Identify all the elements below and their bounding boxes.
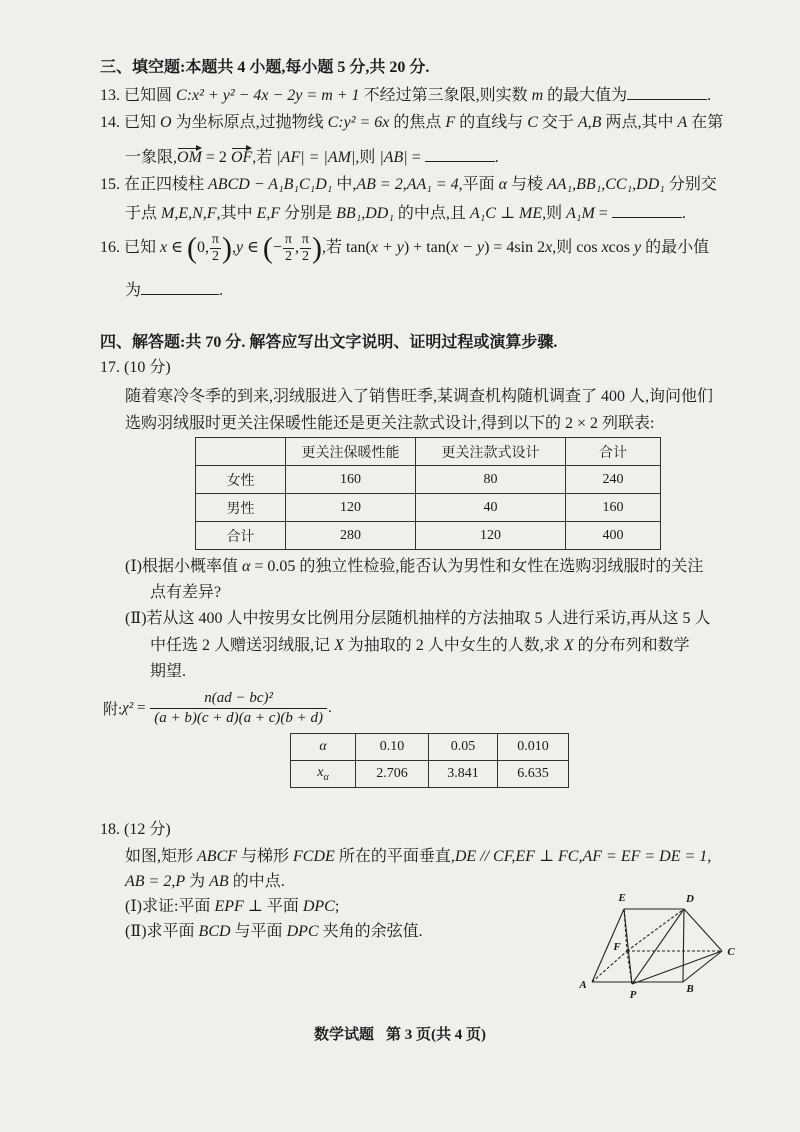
q16-func: ) + tan( [403, 239, 452, 256]
q14-text: = [407, 149, 425, 166]
q13-text: 不经过第三象限,则实数 [359, 87, 532, 104]
edge-a-f [592, 951, 627, 982]
point-label-p: P [629, 989, 637, 1001]
edge-p-c [632, 951, 722, 984]
q16-element-of: ∈ [243, 239, 263, 256]
q16-fraction-pi-over-2 [210, 232, 221, 265]
x-alpha-base: x [317, 765, 324, 781]
q15-math: A₁M [566, 205, 595, 222]
fraction-numerator: π [284, 231, 292, 247]
vector-of: OF [230, 149, 253, 166]
q15-math: A₁C ⊥ ME [469, 205, 543, 222]
fraction-numerator: π [211, 231, 219, 247]
q17-paragraph-line-2: 选购羽绒服时更关注保暖性能还是更关注款式设计,得到以下的 2 × 2 列联表: [125, 415, 655, 432]
q15-math: α [498, 176, 508, 193]
q16-right-paren: ) [221, 231, 232, 265]
q16-func: ) = 4sin 2 [484, 239, 546, 256]
q14-number: 14. [100, 114, 120, 131]
q18-math: BCD [198, 923, 231, 940]
q16-text: 已知 [120, 239, 161, 256]
edge-d-p [632, 909, 684, 984]
q15-line-2 [125, 203, 686, 224]
q18-text: 夹角的余弦值. [318, 923, 423, 940]
fraction-denominator: 2 [211, 248, 219, 264]
q15-answer-blank [612, 203, 682, 218]
q14-text: 两点,其中 [601, 114, 678, 131]
table-cell: 0.10 [356, 734, 429, 761]
q18-part-1 [125, 897, 339, 917]
q17-paragraph-line-1: 随着寒冷冬季的到来,羽绒服进入了销售旺季,某调查机构随机调查了 400 人,询问他们 [125, 388, 714, 405]
geometry-figure [570, 888, 745, 1003]
q14-math: C:y² = 6x [327, 114, 390, 131]
q16-minus: − [272, 239, 282, 256]
table-header-cell: 更关注保暖性能 [286, 438, 416, 466]
q14-text: 的直线与 [455, 114, 528, 131]
q17-text: 为抽取的 2 人中女生的人数,求 [343, 637, 564, 654]
footer-page-number: 第 3 页(共 4 页) [386, 1027, 486, 1043]
q16-var-x: x [160, 239, 168, 256]
q17-part-2-line-1: (Ⅱ)若从这 400 人中按男女比例用分层随机抽样的方法抽取 5 人进行采访,再从这 5 人 [125, 610, 711, 627]
q16-var-y: y [634, 239, 642, 256]
table-cell: 280 [286, 522, 416, 550]
point-label-e: E [618, 892, 626, 904]
table-row-alpha [291, 734, 569, 761]
q18-line-2 [125, 872, 285, 892]
q18-text: 与梯形 [237, 848, 294, 865]
q18-math: DE // CF,EF ⊥ FC,AF = EF = DE = 1 [454, 848, 708, 865]
q17-part-2-line-2 [150, 636, 690, 656]
q16-var-x: x [545, 239, 553, 256]
q18-text: 如图,矩形 [125, 848, 198, 865]
q16-text: 为 [125, 282, 142, 299]
q16-answer-blank [141, 280, 219, 295]
q13-math: C:x² + y² − 4x − 2y = m + 1 [176, 87, 360, 104]
point-label-a: A [579, 979, 587, 991]
q14-math: |AB| [379, 149, 408, 166]
chi-square-formula [103, 689, 332, 727]
q14-text: 的焦点 [389, 114, 446, 131]
q15-math: E,F [256, 205, 281, 222]
vector-om: OM [177, 149, 202, 166]
q16-number: 16. [100, 239, 120, 256]
q18-text: , [707, 848, 712, 865]
table-header-row [196, 438, 661, 466]
q17-part-1-line-2: 点有差异? [150, 584, 222, 601]
q14-math: O [160, 114, 172, 131]
table-cell: 240 [566, 466, 661, 494]
point-label-d: D [686, 893, 694, 905]
q14-math: |AF| = |AM| [276, 149, 356, 166]
table-row-label: α [291, 734, 356, 761]
q15-period: . [681, 205, 686, 222]
q14-text: 为坐标原点,过抛物线 [171, 114, 328, 131]
q17-math: X [563, 637, 574, 654]
q16-text: ,则 cos [552, 239, 602, 256]
q14-answer-blank [425, 147, 495, 162]
q16-var-y: y [235, 239, 244, 256]
q17-text: 的分布列和数学 [573, 637, 690, 654]
q18-math: DPC [286, 923, 319, 940]
q16-period: . [219, 282, 224, 299]
q16-math: x − y [451, 239, 485, 256]
q15-text: ,则 [542, 205, 567, 222]
q18-math: AB = 2,P [125, 873, 186, 890]
table-cell: 80 [416, 466, 566, 494]
table-cell: 400 [566, 522, 661, 550]
q15-text: 的中点,且 [393, 205, 470, 222]
formula-fraction [150, 689, 327, 728]
q13-period: . [707, 87, 712, 104]
q15-math: ABCD − A₁B₁C₁D₁ [208, 176, 333, 193]
fraction-denominator: 2 [284, 248, 292, 264]
q14-math: A [677, 114, 688, 131]
q13-math: m [531, 87, 544, 104]
q14-math: C [527, 114, 538, 131]
edge-d-b [683, 909, 684, 982]
table-row-label: 男性 [196, 494, 286, 522]
q18-line-1 [125, 847, 711, 867]
x-alpha-subscript: α [323, 771, 329, 783]
edge-f-d [627, 909, 684, 951]
q17-header: 17. (10 分) [100, 359, 171, 376]
q15-text: 在正四棱柱 [120, 176, 209, 193]
page-footer [0, 1025, 800, 1045]
edge-b-c [683, 951, 722, 982]
table-cell: 160 [566, 494, 661, 522]
q15-text: ,其中 [216, 205, 257, 222]
table-header-cell: 合计 [566, 438, 661, 466]
q18-math: FCDE [293, 848, 335, 865]
q14-math: A,B [577, 114, 602, 131]
q16-right-paren: ) [311, 231, 322, 265]
table-cell: 3.841 [429, 761, 498, 788]
point-label-f: F [613, 941, 621, 953]
q15-number: 15. [100, 176, 120, 193]
q14-period: . [494, 149, 499, 166]
q16-func: cos [608, 239, 634, 256]
q15-math: M,E,N,F [161, 205, 217, 222]
q18-math: ABCF [197, 848, 238, 865]
table-cell: 2.706 [356, 761, 429, 788]
fraction-numerator: π [301, 231, 309, 247]
q16-line-1 [100, 228, 709, 268]
q16-element-of: ∈ [167, 239, 187, 256]
critical-value-table [290, 733, 569, 788]
section-4-heading: 四、解答题:共 70 分. 解答应写出文字说明、证明过程或演算步骤. [100, 334, 558, 351]
table-row-label [291, 761, 356, 788]
q18-text: 为 [185, 873, 210, 890]
point-label-c: C [727, 946, 735, 958]
q15-line-1 [100, 175, 717, 195]
q16-comma: , [231, 239, 236, 256]
q15-math: AB = 2,AA₁ = 4 [356, 176, 459, 193]
q16-text: 的最小值 [641, 239, 710, 256]
formula-equals: = [133, 699, 150, 716]
table-cell: 6.635 [498, 761, 569, 788]
q13-text: 的最大值为 [543, 87, 628, 104]
q17-math: X [334, 637, 344, 654]
q17-part-2-line-3: 期望. [150, 663, 187, 680]
q16-var-x: x [601, 239, 609, 256]
q14-line-1 [100, 113, 723, 133]
q16-fraction-pi-over-2 [283, 232, 294, 265]
table-row-label: 女性 [196, 466, 286, 494]
q14-text: ,若 [252, 149, 277, 166]
q14-math: F [445, 114, 456, 131]
q18-text: 所在的平面垂直, [334, 848, 455, 865]
q18-header: 18. (12 分) [100, 821, 171, 838]
q18-text: (Ⅱ)求平面 [125, 923, 199, 940]
q16-fraction-pi-over-2 [300, 232, 311, 265]
q15-text: = [594, 205, 612, 222]
formula-label: 附: [103, 701, 123, 718]
q17-text: = 0.05 的独立性检验,能否认为男性和女性在选购羽绒服时的关注 [250, 558, 704, 575]
q17-part-1-line-1 [125, 557, 703, 577]
q15-text: 分别是 [280, 205, 337, 222]
q15-text: 中, [332, 176, 357, 193]
q15-text: 与棱 [507, 176, 548, 193]
formula-period: . [328, 699, 332, 716]
table-row-critical-value [291, 761, 569, 788]
q14-text: 已知 [120, 114, 161, 131]
q15-math: AA₁,BB₁,CC₁,DD₁ [547, 176, 665, 193]
q13-text: 已知圆 [120, 87, 177, 104]
q13-number: 13. [100, 87, 120, 104]
q17-text: 中任选 2 人赠送羽绒服,记 [150, 637, 335, 654]
q13-answer-blank [627, 85, 707, 100]
q14-line-2 [125, 147, 499, 168]
q18-math: DPC [302, 898, 335, 915]
q14-text: = 2 [201, 149, 231, 166]
q18-text: ; [334, 898, 340, 915]
table-corner-cell [196, 438, 286, 466]
q16-text: ,若 [321, 239, 346, 256]
table-cell: 160 [286, 466, 416, 494]
q17-math: α [241, 558, 251, 575]
edge-d-c [684, 909, 722, 951]
q18-math: AB [209, 873, 229, 890]
q14-text: 一象限, [125, 149, 178, 166]
q16-left-paren: ( [186, 231, 197, 265]
point-label-b: B [686, 983, 694, 995]
q17-text: (Ⅰ)根据小概率值 [125, 558, 242, 575]
formula-denominator: (a + b)(c + d)(a + c)(b + d) [150, 708, 327, 728]
q18-text: ⊥ 平面 [243, 898, 303, 915]
q18-part-2 [125, 922, 423, 942]
q18-text: 与平面 [230, 923, 287, 940]
q15-text: 分别交 [664, 176, 717, 193]
q13-line [100, 85, 711, 106]
q16-zero: 0, [196, 239, 209, 256]
q14-text: 交于 [537, 114, 578, 131]
section-3-heading: 三、填空题:本题共 4 小题,每小题 5 分,共 20 分. [100, 59, 430, 76]
q16-line-2 [125, 280, 223, 301]
q14-text: ,则 [355, 149, 380, 166]
q15-text: 于点 [125, 205, 162, 222]
q15-math: BB₁,DD₁ [336, 205, 394, 222]
table-row [196, 494, 661, 522]
q16-comma: , [294, 239, 299, 256]
table-cell: 120 [416, 522, 566, 550]
table-cell: 120 [286, 494, 416, 522]
q15-text: ,平面 [458, 176, 499, 193]
table-cell: 40 [416, 494, 566, 522]
table-row-label: 合计 [196, 522, 286, 550]
table-row [196, 522, 661, 550]
formula-numerator: n(ad − bc)² [204, 689, 274, 706]
footer-subject: 数学试题 [313, 1027, 374, 1043]
contingency-table [195, 437, 661, 550]
table-row [196, 466, 661, 494]
fraction-denominator: 2 [301, 248, 309, 264]
q16-func: tan( [345, 239, 371, 256]
q16-left-paren: ( [262, 231, 273, 265]
formula-chi-square: χ² [122, 699, 134, 716]
q18-text: 的中点. [228, 873, 285, 890]
table-header-cell: 更关注款式设计 [416, 438, 566, 466]
table-cell: 0.010 [498, 734, 569, 761]
q14-text: 在第 [687, 114, 724, 131]
table-cell: 0.05 [429, 734, 498, 761]
q18-math: EPF [214, 898, 244, 915]
q16-math: x + y [370, 239, 404, 256]
q18-text: (Ⅰ)求证:平面 [125, 898, 215, 915]
